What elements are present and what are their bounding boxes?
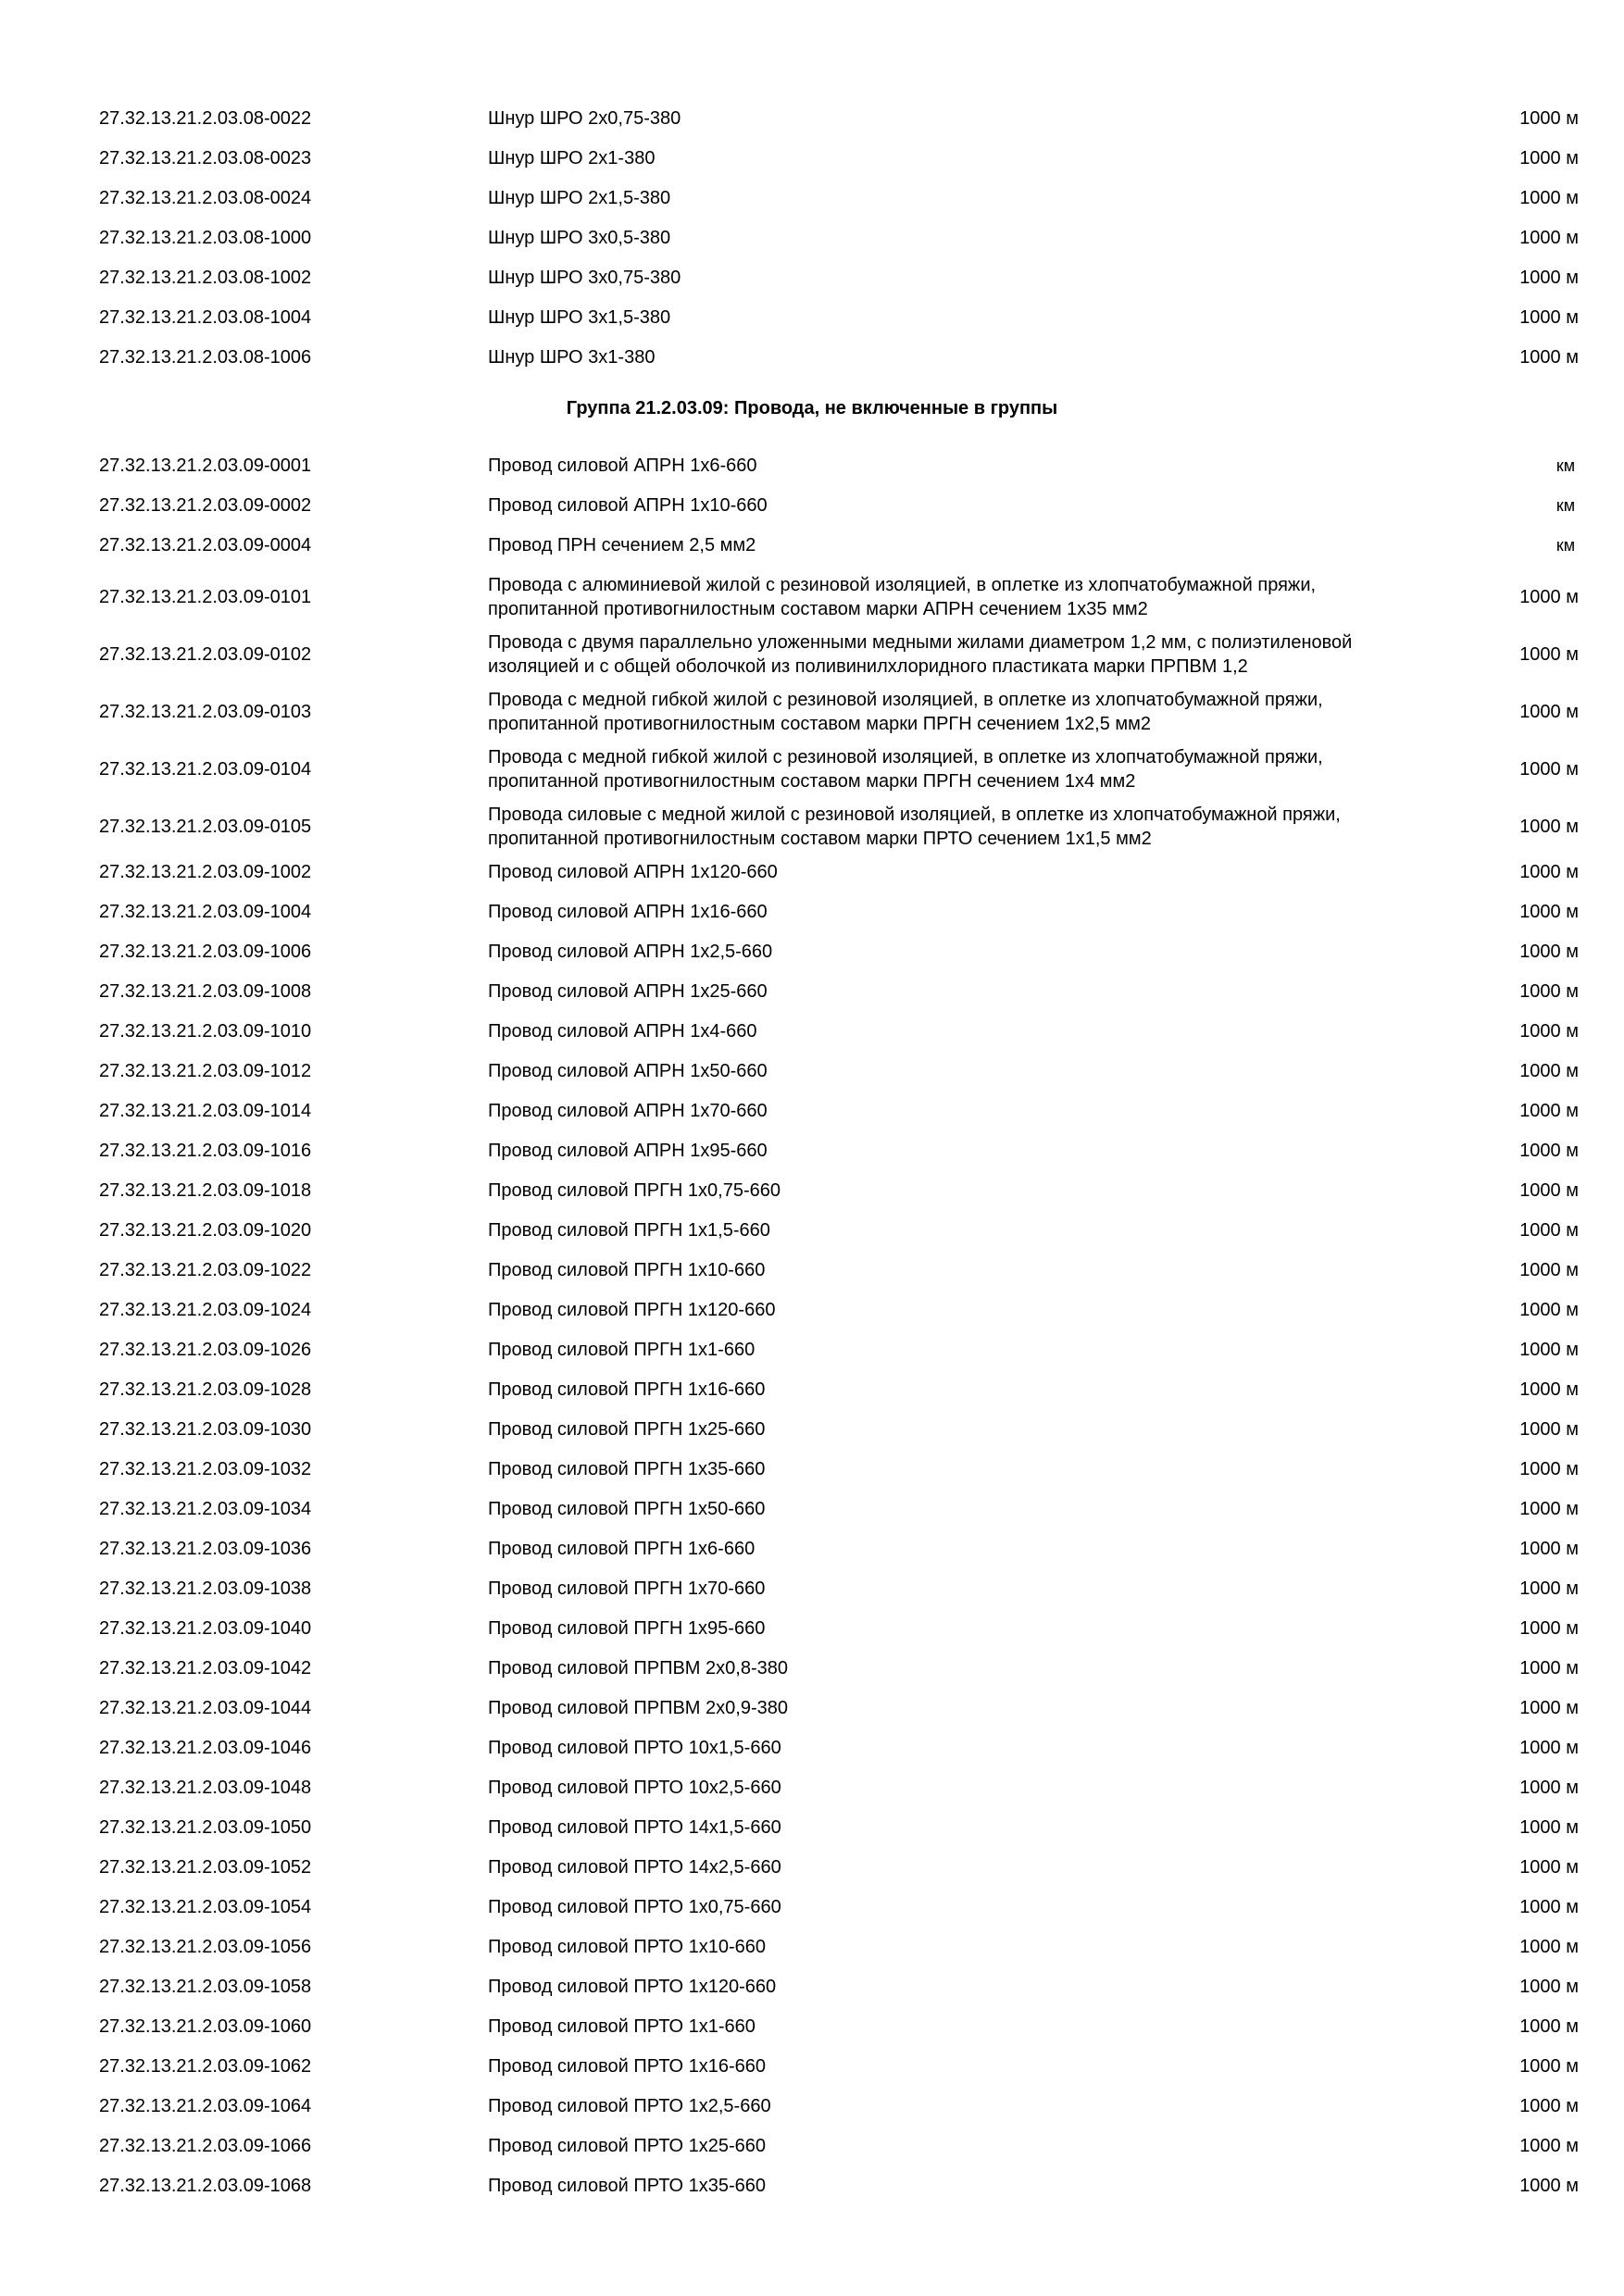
table-row — [99, 306, 1580, 330]
row-name-line: Провода с алюминиевой жилой с резиновой изоляцией, в оплетке из хлопчатобумажной пряжи, — [488, 575, 1317, 595]
table-row — [99, 1457, 1580, 1481]
row-unit: 1000 м — [1519, 307, 1579, 328]
row-name-line: пропитанной противогнилостным составом марки ПРГН сечением 1х4 мм2 — [488, 771, 1136, 792]
row-name-line: Шнур ШРО 3х1,5-380 — [488, 307, 671, 328]
row-unit: 1000 м — [1519, 228, 1579, 248]
row-name — [488, 745, 1460, 793]
row-name — [488, 345, 1460, 369]
row-unit: 1000 м — [1519, 148, 1579, 168]
table-row — [99, 630, 1580, 679]
row-name — [488, 1258, 1460, 1282]
row-name-line: Шнур ШРО 3х0,75-380 — [488, 268, 681, 288]
row-unit: 1000 м — [1519, 1817, 1579, 1838]
row-code: 27.32.13.21.2.03.09-1062 — [99, 2056, 312, 2077]
row-name — [488, 1019, 1460, 1043]
row-unit: 1000 м — [1519, 2096, 1579, 2116]
row-name-line: Провод силовой ПРТО 1х25-660 — [488, 2136, 767, 2156]
table-row — [99, 1855, 1580, 1879]
row-unit: 1000 м — [1519, 1578, 1579, 1599]
row-name-line: Провод силовой АПРН 1х2,5-660 — [488, 942, 773, 962]
table-row — [99, 1935, 1580, 1959]
row-unit: 1000 м — [1519, 1379, 1579, 1400]
row-name — [488, 1776, 1460, 1800]
row-unit: 1000 м — [1519, 1459, 1579, 1479]
row-name — [488, 2174, 1460, 2198]
row-name — [488, 1895, 1460, 1919]
row-code: 27.32.13.21.2.03.09-1048 — [99, 1778, 312, 1798]
table-row — [99, 2054, 1580, 2078]
row-name-line: Провод силовой ПРТО 1х120-660 — [488, 1977, 777, 1997]
table-row — [99, 1338, 1580, 1362]
table-row — [99, 1776, 1580, 1800]
row-name — [488, 1656, 1460, 1680]
row-name-line: Провода с двумя параллельно уложенными медными жилами диаметром 1,2 мм, с полиэтиленовой — [488, 632, 1353, 653]
row-unit: 1000 м — [1519, 268, 1579, 288]
row-name — [488, 1975, 1460, 1999]
row-name — [488, 146, 1460, 170]
row-code: 27.32.13.21.2.03.09-0004 — [99, 535, 312, 555]
row-name — [488, 803, 1460, 851]
table-row — [99, 900, 1580, 924]
row-unit: 1000 м — [1519, 1937, 1579, 1957]
table-row — [99, 745, 1580, 793]
row-unit: 1000 м — [1519, 1141, 1579, 1161]
row-name — [488, 1537, 1460, 1561]
row-unit: 1000 м — [1519, 1061, 1579, 1081]
table-row — [99, 1616, 1580, 1641]
row-unit: 1000 м — [1519, 1618, 1579, 1639]
row-name-line: Провода с медной гибкой жилой с резиновой изоляцией, в оплетке из хлопчатобумажной пряжи, — [488, 747, 1323, 767]
row-name — [488, 630, 1460, 679]
row-name — [488, 1059, 1460, 1083]
table-row — [99, 1258, 1580, 1282]
row-unit: 1000 м — [1519, 587, 1579, 607]
table-row — [99, 2134, 1580, 2158]
row-code: 27.32.13.21.2.03.09-1010 — [99, 1021, 312, 1042]
row-code: 27.32.13.21.2.03.09-1012 — [99, 1061, 312, 1081]
row-name — [488, 1338, 1460, 1362]
row-code: 27.32.13.21.2.03.09-1032 — [99, 1459, 312, 1479]
row-unit: 1000 м — [1519, 1658, 1579, 1678]
row-code: 27.32.13.21.2.03.09-1046 — [99, 1738, 312, 1758]
row-name-line: Провод силовой ПРГН 1х35-660 — [488, 1459, 766, 1479]
row-unit: 1000 м — [1519, 817, 1579, 837]
row-unit: 1000 м — [1519, 942, 1579, 962]
row-name-line: Провод силовой ПРГН 1х6-660 — [488, 1539, 756, 1559]
row-code: 27.32.13.21.2.03.09-0102 — [99, 644, 312, 665]
table-row — [99, 1696, 1580, 1720]
row-code: 27.32.13.21.2.03.09-1022 — [99, 1260, 312, 1280]
row-name-line: Провод силовой ПРТО 1х0,75-660 — [488, 1897, 781, 1917]
row-name — [488, 1696, 1460, 1720]
table-row — [99, 980, 1580, 1004]
row-name-line: Шнур ШРО 2х1-380 — [488, 148, 656, 168]
table-row — [99, 1218, 1580, 1242]
row-name — [488, 1616, 1460, 1641]
row-code: 27.32.13.21.2.03.09-1020 — [99, 1220, 312, 1241]
row-code: 27.32.13.21.2.03.09-1054 — [99, 1897, 312, 1917]
row-code: 27.32.13.21.2.03.09-1006 — [99, 942, 312, 962]
row-name — [488, 1816, 1460, 1840]
row-name-line: Провод силовой ПРТО 14х2,5-660 — [488, 1857, 781, 1878]
row-code: 27.32.13.21.2.03.08-1002 — [99, 268, 312, 288]
row-name-line: Провод силовой АПРН 1х95-660 — [488, 1141, 768, 1161]
row-name — [488, 106, 1460, 131]
table-row — [99, 803, 1580, 851]
row-unit: 1000 м — [1519, 1340, 1579, 1360]
table-row — [99, 688, 1580, 736]
row-code: 27.32.13.21.2.03.09-0104 — [99, 759, 312, 780]
table-row — [99, 186, 1580, 210]
row-name — [488, 266, 1460, 290]
row-name-line: Провод ПРН сечением 2,5 мм2 — [488, 535, 756, 555]
row-name — [488, 1736, 1460, 1760]
row-code: 27.32.13.21.2.03.09-1060 — [99, 2016, 312, 2037]
row-name-line: Провод силовой ПРТО 1х2,5-660 — [488, 2096, 771, 2116]
table-row — [99, 2015, 1580, 2039]
row-code: 27.32.13.21.2.03.08-0023 — [99, 148, 312, 168]
row-name-line: Провод силовой ПРГН 1х120-660 — [488, 1300, 776, 1320]
row-unit: 1000 м — [1519, 1021, 1579, 1042]
row-code: 27.32.13.21.2.03.09-0101 — [99, 587, 312, 607]
row-code: 27.32.13.21.2.03.09-1066 — [99, 2136, 312, 2156]
row-name — [488, 2134, 1460, 2158]
row-unit: км — [1555, 536, 1576, 555]
row-name-line: Провод силовой ПРТО 14х1,5-660 — [488, 1817, 781, 1838]
row-name-line: Провод силовой АПРН 1х50-660 — [488, 1061, 768, 1081]
row-unit: 1000 м — [1519, 1499, 1579, 1519]
table-row — [99, 493, 1580, 518]
row-name-line: Провода с медной гибкой жилой с резиновой изоляцией, в оплетке из хлопчатобумажной пряжи, — [488, 690, 1323, 710]
row-name — [488, 186, 1460, 210]
table-row — [99, 533, 1580, 557]
row-name-line: Провод силовой АПРН 1х6-660 — [488, 455, 757, 476]
row-name — [488, 1298, 1460, 1322]
row-name — [488, 533, 1460, 557]
table-row — [99, 940, 1580, 964]
row-name-line: Провод силовой ПРПВМ 2х0,9-380 — [488, 1698, 788, 1718]
row-code: 27.32.13.21.2.03.09-1018 — [99, 1180, 312, 1201]
table-row — [99, 2174, 1580, 2198]
row-name — [488, 980, 1460, 1004]
row-name-line: Провод силовой ПРТО 1х1-660 — [488, 2016, 756, 2037]
table-row — [99, 1417, 1580, 1441]
row-name-line: Провод силовой АПРН 1х120-660 — [488, 862, 778, 882]
row-unit: 1000 м — [1519, 1180, 1579, 1201]
row-code: 27.32.13.21.2.03.09-1034 — [99, 1499, 312, 1519]
table-row — [99, 146, 1580, 170]
row-name-line: Шнур ШРО 3х1-380 — [488, 347, 656, 368]
row-unit: 1000 м — [1519, 2016, 1579, 2037]
row-name-line: Провод силовой АПРН 1х16-660 — [488, 902, 768, 922]
row-name-line: Шнур ШРО 3х0,5-380 — [488, 228, 671, 248]
row-name-line: Провод силовой ПРГН 1х16-660 — [488, 1379, 766, 1400]
row-name-line: Провод силовой ПРГН 1х10-660 — [488, 1260, 766, 1280]
table-row — [99, 1577, 1580, 1601]
row-name — [488, 2094, 1460, 2118]
row-name-line: Провод силовой ПРТО 1х10-660 — [488, 1937, 767, 1957]
row-name-line: изоляцией и с общей оболочкой из поливинилхлоридного пластиката марки ПРПВМ 1,2 — [488, 656, 1248, 677]
row-unit: 1000 м — [1519, 902, 1579, 922]
row-name — [488, 2015, 1460, 2039]
row-unit: 1000 м — [1519, 1220, 1579, 1241]
row-code: 27.32.13.21.2.03.09-1002 — [99, 862, 312, 882]
row-name-line: Провод силовой АПРН 1х4-660 — [488, 1021, 757, 1042]
row-name-line: Провод силовой ПРТО 1х16-660 — [488, 2056, 767, 2077]
row-unit: 1000 м — [1519, 1778, 1579, 1798]
row-name-line: Провод силовой ПРГН 1х95-660 — [488, 1618, 766, 1639]
row-unit: км — [1555, 456, 1576, 475]
row-name — [488, 940, 1460, 964]
row-name — [488, 226, 1460, 250]
row-name — [488, 1139, 1460, 1163]
table-row — [99, 1656, 1580, 1680]
row-name — [488, 1179, 1460, 1203]
row-name — [488, 306, 1460, 330]
row-name — [488, 1457, 1460, 1481]
row-code: 27.32.13.21.2.03.09-0103 — [99, 702, 312, 722]
row-code: 27.32.13.21.2.03.09-1028 — [99, 1379, 312, 1400]
row-unit: 1000 м — [1519, 1300, 1579, 1320]
row-unit: 1000 м — [1519, 981, 1579, 1002]
table-row — [99, 1298, 1580, 1322]
table-row — [99, 1059, 1580, 1083]
row-unit: 1000 м — [1519, 1101, 1579, 1121]
row-code: 27.32.13.21.2.03.09-1058 — [99, 1977, 312, 1997]
table-row — [99, 226, 1580, 250]
table-row — [99, 1139, 1580, 1163]
row-code: 27.32.13.21.2.03.09-1044 — [99, 1698, 312, 1718]
table-row — [99, 106, 1580, 131]
row-name — [488, 493, 1460, 518]
row-code: 27.32.13.21.2.03.09-1052 — [99, 1857, 312, 1878]
row-name — [488, 1497, 1460, 1521]
row-code: 27.32.13.21.2.03.09-0105 — [99, 817, 312, 837]
row-name-line: Провод силовой ПРГН 1х1-660 — [488, 1340, 756, 1360]
row-unit: 1000 м — [1519, 1738, 1579, 1758]
row-name-line: Провод силовой ПРГН 1х50-660 — [488, 1499, 766, 1519]
row-name — [488, 1099, 1460, 1123]
table-row — [99, 1736, 1580, 1760]
table-row — [99, 266, 1580, 290]
table-row — [99, 1816, 1580, 1840]
row-code: 27.32.13.21.2.03.08-1004 — [99, 307, 312, 328]
row-unit: км — [1555, 496, 1576, 515]
row-code: 27.32.13.21.2.03.09-1004 — [99, 902, 312, 922]
row-unit: 1000 м — [1519, 1260, 1579, 1280]
row-code: 27.32.13.21.2.03.08-0022 — [99, 108, 312, 129]
row-name-line: Провод силовой ПРТО 10х1,5-660 — [488, 1738, 781, 1758]
row-unit: 1000 м — [1519, 108, 1579, 129]
row-code: 27.32.13.21.2.03.09-1036 — [99, 1539, 312, 1559]
table-row — [99, 1019, 1580, 1043]
table-row — [99, 345, 1580, 369]
row-code: 27.32.13.21.2.03.09-1024 — [99, 1300, 312, 1320]
row-name-line: Провода силовые с медной жилой с резиновой изоляцией, в оплетке из хлопчатобумажной пряжи, — [488, 805, 1341, 825]
row-name-line: Провод силовой ПРПВМ 2х0,8-380 — [488, 1658, 788, 1678]
row-name — [488, 900, 1460, 924]
row-code: 27.32.13.21.2.03.09-1014 — [99, 1101, 312, 1121]
row-code: 27.32.13.21.2.03.09-1038 — [99, 1578, 312, 1599]
row-unit: 1000 м — [1519, 188, 1579, 208]
row-name-line: пропитанной противогнилостным составом марки ПРТО сечением 1х1,5 мм2 — [488, 829, 1152, 849]
row-name-line: Провод силовой ПРТО 1х35-660 — [488, 2176, 767, 2196]
row-code: 27.32.13.21.2.03.09-1016 — [99, 1141, 312, 1161]
table-row — [99, 860, 1580, 884]
row-name — [488, 454, 1460, 478]
row-name-line: Провод силовой АПРН 1х25-660 — [488, 981, 768, 1002]
table-row — [99, 1895, 1580, 1919]
table-row — [99, 1497, 1580, 1521]
row-code: 27.32.13.21.2.03.09-0001 — [99, 455, 312, 476]
row-code: 27.32.13.21.2.03.09-1056 — [99, 1937, 312, 1957]
row-unit: 1000 м — [1519, 759, 1579, 780]
row-code: 27.32.13.21.2.03.09-1050 — [99, 1817, 312, 1838]
row-code: 27.32.13.21.2.03.09-1008 — [99, 981, 312, 1002]
row-name — [488, 2054, 1460, 2078]
row-name — [488, 688, 1460, 736]
row-name-line: пропитанной противогнилостным составом марки ПРГН сечением 1х2,5 мм2 — [488, 714, 1151, 734]
row-name-line: Провод силовой ПРГН 1х1,5-660 — [488, 1220, 770, 1241]
row-unit: 1000 м — [1519, 2136, 1579, 2156]
row-unit: 1000 м — [1519, 1897, 1579, 1917]
row-unit: 1000 м — [1519, 2056, 1579, 2077]
row-unit: 1000 м — [1519, 347, 1579, 368]
row-code: 27.32.13.21.2.03.08-1006 — [99, 347, 312, 368]
row-name-line: Шнур ШРО 2х0,75-380 — [488, 108, 681, 129]
row-unit: 1000 м — [1519, 1698, 1579, 1718]
row-code: 27.32.13.21.2.03.09-1068 — [99, 2176, 312, 2196]
row-name-line: пропитанной противогнилостным составом марки АПРН сечением 1х35 мм2 — [488, 599, 1148, 619]
table-row — [99, 573, 1580, 621]
group-heading: Группа 21.2.03.09: Провода, не включенные в группы — [566, 398, 1058, 418]
row-code: 27.32.13.21.2.03.09-1026 — [99, 1340, 312, 1360]
table-row — [99, 1179, 1580, 1203]
row-name-line: Провод силовой АПРН 1х10-660 — [488, 495, 768, 516]
row-unit: 1000 м — [1519, 1419, 1579, 1440]
row-code: 27.32.13.21.2.03.09-1040 — [99, 1618, 312, 1639]
row-name-line: Провод силовой ПРГН 1х70-660 — [488, 1578, 766, 1599]
row-unit: 1000 м — [1519, 1539, 1579, 1559]
row-name — [488, 860, 1460, 884]
row-code: 27.32.13.21.2.03.09-1030 — [99, 1419, 312, 1440]
row-code: 27.32.13.21.2.03.09-1042 — [99, 1658, 312, 1678]
row-name-line: Шнур ШРО 2х1,5-380 — [488, 188, 671, 208]
row-unit: 1000 м — [1519, 862, 1579, 882]
row-name-line: Провод силовой ПРГН 1х25-660 — [488, 1419, 766, 1440]
table-row — [99, 1378, 1580, 1402]
row-code: 27.32.13.21.2.03.09-0002 — [99, 495, 312, 516]
row-name — [488, 573, 1460, 621]
table-row — [99, 454, 1580, 478]
table-row — [99, 1537, 1580, 1561]
row-name — [488, 1378, 1460, 1402]
row-unit: 1000 м — [1519, 2176, 1579, 2196]
row-name-line: Провод силовой ПРТО 10х2,5-660 — [488, 1778, 781, 1798]
row-code: 27.32.13.21.2.03.08-1000 — [99, 228, 312, 248]
row-code: 27.32.13.21.2.03.08-0024 — [99, 188, 312, 208]
row-unit: 1000 м — [1519, 1977, 1579, 1997]
row-name — [488, 1417, 1460, 1441]
row-unit: 1000 м — [1519, 644, 1579, 665]
row-name-line: Провод силовой АПРН 1х70-660 — [488, 1101, 768, 1121]
row-name — [488, 1577, 1460, 1601]
row-unit: 1000 м — [1519, 1857, 1579, 1878]
row-code: 27.32.13.21.2.03.09-1064 — [99, 2096, 312, 2116]
row-unit: 1000 м — [1519, 702, 1579, 722]
row-name — [488, 1855, 1460, 1879]
table-row — [99, 1975, 1580, 1999]
row-name-line: Провод силовой ПРГН 1х0,75-660 — [488, 1180, 781, 1201]
row-name — [488, 1935, 1460, 1959]
table-row — [99, 1099, 1580, 1123]
table-row — [99, 2094, 1580, 2118]
row-name — [488, 1218, 1460, 1242]
